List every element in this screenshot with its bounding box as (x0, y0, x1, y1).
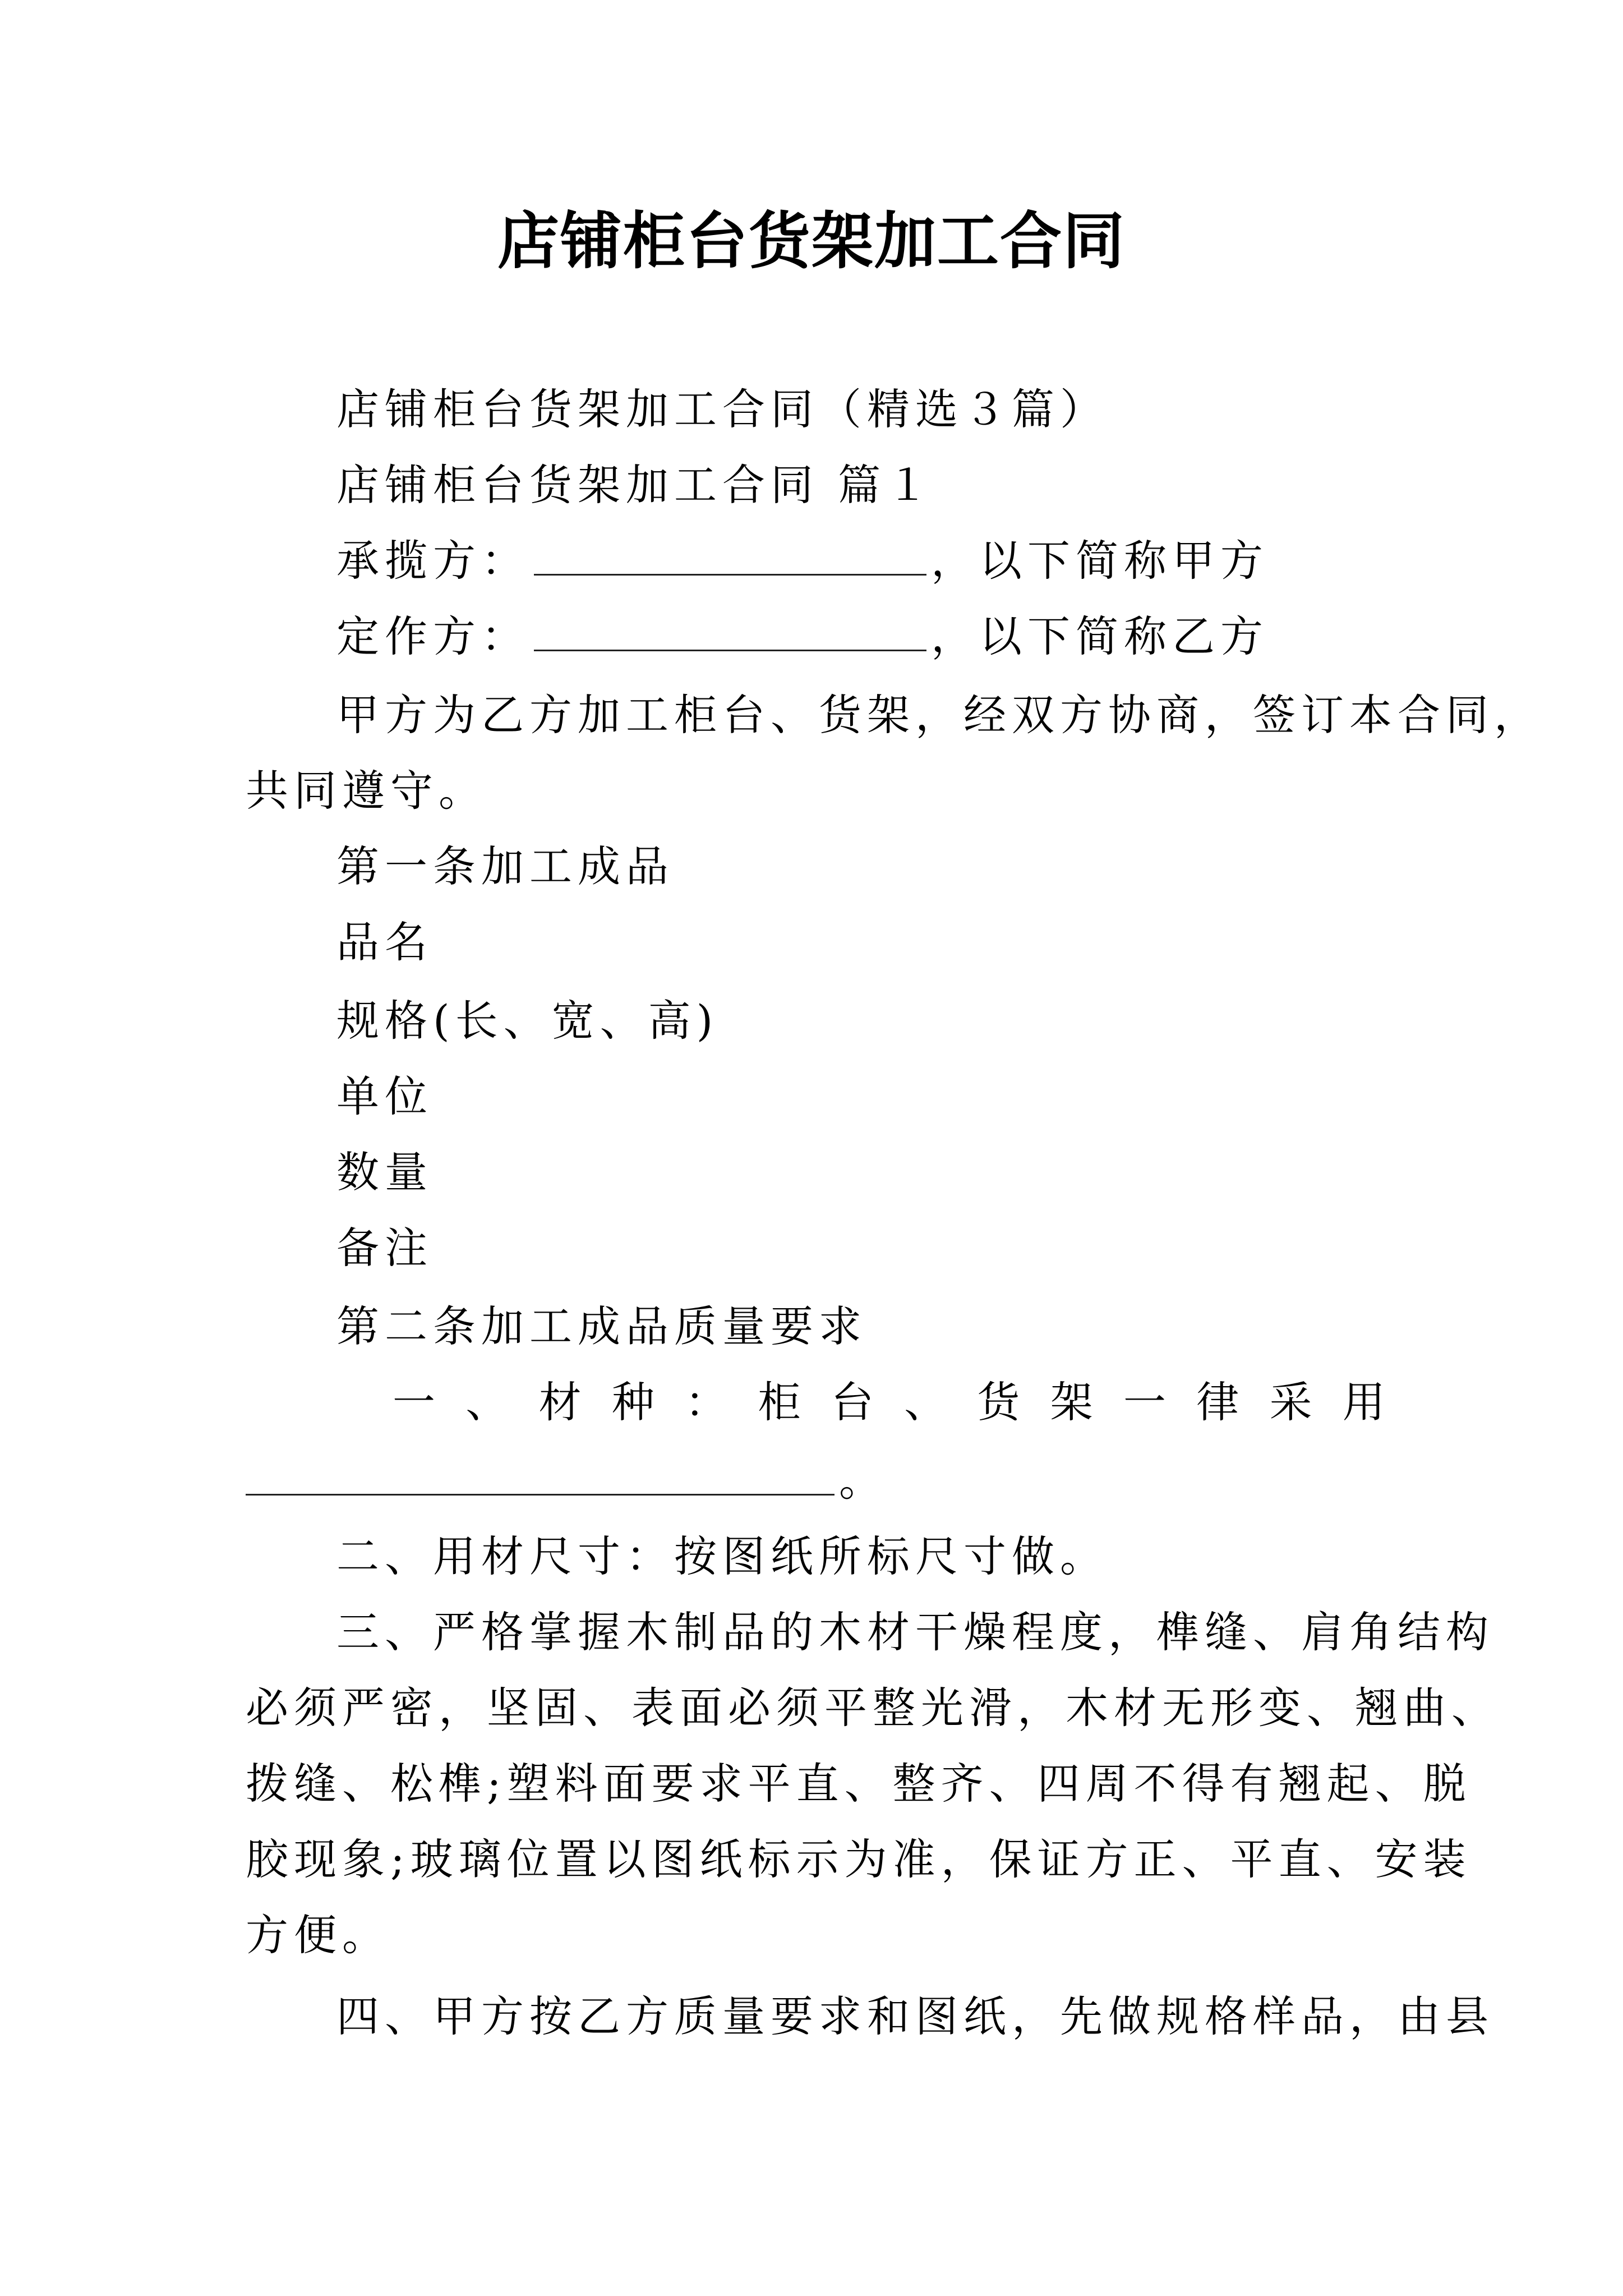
item1-char: 律 (1196, 1377, 1239, 1427)
field-quantity: 数量 (336, 1147, 433, 1197)
article2-item1-blank-line (246, 1453, 887, 1509)
party-b-suffix: ，以下简称乙方 (931, 611, 1269, 661)
document-subtitle: 店铺柜台货架加工合同（精选３篇） (336, 384, 1108, 434)
article2-item3-line1: 三、严格掌握木制品的木材干燥程度，榫缝、肩角结构 (336, 1607, 1494, 1657)
article2-item2: 二、用材尺寸：按图纸所标尺寸做。 (336, 1531, 1108, 1581)
field-product-name: 品名 (336, 917, 433, 967)
item1-char: 采 (1269, 1377, 1312, 1427)
item1-char: 货 (977, 1377, 1020, 1427)
section-heading: 店铺柜台货架加工合同 篇１ (336, 460, 935, 510)
intro-line-1: 甲方为乙方加工柜台、货架，经双方协商，签订本合同， (336, 690, 1542, 740)
item1-char: 柜 (758, 1377, 801, 1427)
field-specification: 规格(长、宽、高) (336, 996, 719, 1046)
material-blank (246, 1458, 834, 1496)
item1-char: ： (685, 1377, 728, 1427)
item1-char: 、 (904, 1377, 947, 1427)
article2-item3-line2: 必须严密，坚固、表面必须平整光滑，木材无形变、翘曲、 (246, 1683, 1500, 1733)
item1-char: 材 (538, 1377, 582, 1427)
party-a-suffix: ，以下简称甲方 (931, 536, 1269, 586)
article2-item4: 四、甲方按乙方质量要求和图纸，先做规格样品，由县 (336, 1991, 1494, 2041)
document-title: 店铺柜台货架加工合同 (497, 205, 1126, 277)
party-a-label: 承揽方： (336, 536, 529, 586)
article2-item3-line5: 方便。 (246, 1910, 390, 1960)
item1-char: 、 (465, 1377, 509, 1427)
intro-line-2: 共同遵守。 (246, 766, 487, 816)
item1-char: 种 (611, 1377, 654, 1427)
item1-char: 用 (1342, 1377, 1385, 1427)
party-b-label: 定作方： (336, 611, 529, 661)
party-b-blank (534, 614, 926, 651)
party-a-blank (534, 538, 926, 576)
article1-heading: 第一条加工成品 (336, 841, 674, 891)
item1-char: 架 (1050, 1377, 1093, 1427)
field-unit: 单位 (336, 1071, 433, 1121)
article2-heading: 第二条加工成品质量要求 (336, 1301, 867, 1351)
article2-item3-line3: 拨缝、松榫;塑料面要求平直、整齐、四周不得有翘起、脱 (246, 1759, 1472, 1809)
item1-end: 。 (839, 1456, 887, 1506)
field-remarks: 备注 (336, 1223, 433, 1273)
party-b-line (336, 609, 1269, 665)
item1-char: 台 (831, 1377, 874, 1427)
item1-char: 一 (393, 1377, 435, 1427)
item1-char: 一 (1123, 1377, 1166, 1427)
article2-item3-line4: 胶现象;玻璃位置以图纸标示为准，保证方正、平直、安装 (246, 1834, 1472, 1884)
party-a-line (336, 533, 1269, 589)
article2-item1-line (393, 1374, 1385, 1430)
